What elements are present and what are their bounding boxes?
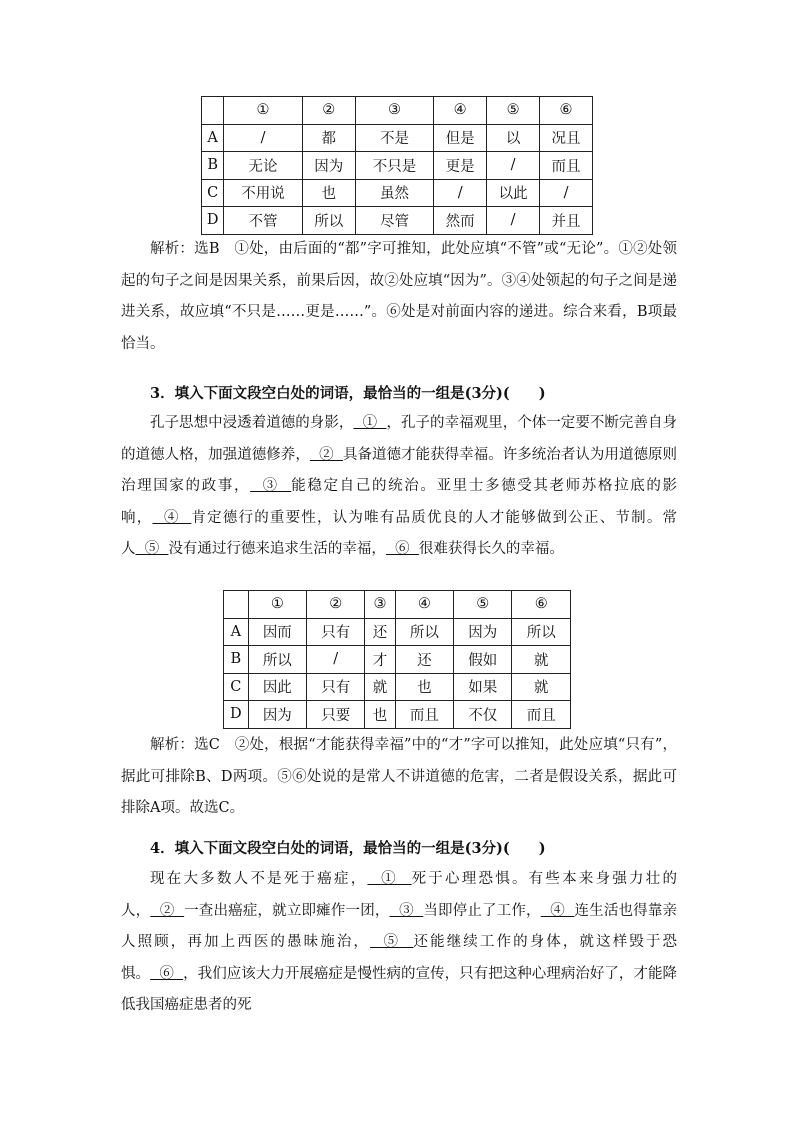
table-cell: 不管 [224, 207, 303, 235]
fill-blank: ③ [389, 902, 424, 919]
passage-text: 连生活也得靠亲人照顾，再加上西医的愚昧施治， [121, 902, 678, 950]
table-cell: 因而 [248, 618, 306, 646]
table-cell: / [434, 179, 487, 207]
table-cell: ③ [355, 97, 434, 125]
table-cell: C [202, 179, 224, 207]
table-row [202, 207, 593, 235]
table-cell: ⑥ [512, 591, 571, 619]
passage-text: 死于心理恐惧。有些本来身强力壮的人， [121, 871, 678, 919]
table-row [202, 124, 593, 152]
table-cell: ② [307, 591, 365, 619]
table-cell: ① [248, 591, 306, 619]
table-cell: ⑤ [487, 97, 540, 125]
table-cell: 然而 [434, 207, 487, 235]
table-header-row [202, 97, 593, 125]
table-cell: 也 [395, 673, 453, 701]
passage-text: ，孔子的幸福观里，个体一定要不断完善自身的道德人格，加强道德修养， [121, 415, 677, 463]
fill-blank: ⑥ [385, 541, 419, 557]
table-cell: 都 [302, 124, 355, 152]
passage-text: 能稳定自己的统治。亚里士多德受其老师苏格拉底的影响， [121, 478, 677, 526]
table-cell: 更是 [434, 152, 487, 180]
table-cell: ① [224, 97, 303, 125]
table-row [224, 646, 571, 674]
table-cell: 但是 [434, 124, 487, 152]
question-3-title: 3．填入下面文段空白处的词语，最恰当的一组是(3分)( ) [150, 385, 546, 402]
table-cell: A [224, 618, 249, 646]
table-cell: 尽管 [355, 207, 434, 235]
table-cell: / [487, 152, 540, 180]
fill-blank: ③ [250, 478, 292, 494]
table-cell: 也 [302, 179, 355, 207]
table-cell: D [224, 701, 249, 729]
passage-text: 当即停止了工作， [423, 902, 541, 919]
passage-text: 现在大多数人不是死于癌症， [150, 871, 368, 887]
table-cell: B [224, 646, 249, 674]
table-cell: 所以 [512, 618, 571, 646]
table-cell [202, 97, 224, 125]
table-cell: 所以 [248, 646, 306, 674]
table-cell: 就 [512, 646, 571, 674]
table-cell: ④ [395, 591, 453, 619]
question-4-passage [121, 864, 677, 1022]
table-cell: A [202, 124, 224, 152]
table-cell: 因此 [248, 673, 306, 701]
table-cell: 只有 [307, 673, 365, 701]
table-cell: ⑥ [540, 97, 593, 125]
analysis-q3: 解析：选C ②处，根据“才能获得幸福”中的“才”字可以推知，此处应填“只有”，据此可排除B、D两项。⑤⑥处说的是常人不讲道德的危害，二者是假设关系，据此可排除A项。故选C。 [121, 737, 677, 816]
table-cell: 并且 [540, 207, 593, 235]
table-cell: ⑤ [454, 591, 512, 619]
table-cell: 因为 [248, 701, 306, 729]
table-cell: 还 [395, 646, 453, 674]
table-row [224, 618, 571, 646]
table-cell: ④ [434, 97, 487, 125]
table-cell: 不用说 [224, 179, 303, 207]
table-cell: 假如 [454, 646, 512, 674]
table-cell: 所以 [395, 618, 453, 646]
table-cell: / [540, 179, 593, 207]
table-cell: ② [302, 97, 355, 125]
table-cell: 还 [365, 618, 395, 646]
fill-blank: ② [309, 446, 343, 463]
table-cell: 如果 [454, 673, 512, 701]
fill-blank: ④ [152, 509, 192, 526]
table-cell: 而且 [512, 701, 571, 729]
table-cell: 以此 [487, 179, 540, 207]
table-cell: 而且 [540, 152, 593, 180]
fill-blank: ① [367, 871, 412, 887]
table-cell: 以 [487, 124, 540, 152]
question-3-passage [121, 408, 677, 566]
table-cell: 只有 [307, 618, 365, 646]
passage-text: ，我们应该大力开展癌症是慢性病的宣传，只有把这种心理病治好了，才能降低我国癌症患者的死 [121, 965, 678, 1013]
fill-blank: ② [150, 902, 185, 919]
table-row [202, 179, 593, 207]
table-cell: 无论 [224, 152, 303, 180]
fill-blank: ⑤ [135, 541, 169, 557]
table-cell: 就 [365, 673, 395, 701]
table-cell: 不是 [355, 124, 434, 152]
passage-text: 具备道德才能获得幸福。许多统治者认为用道德原则治理国家的政事， [121, 446, 678, 494]
analysis-q2: 解析：选B ①处，由后面的“都”字可推知，此处应填“不管”或“无论”。①②处领起的句子之间是因果关系，前果后因，故②处应填“因为”。③④处领起的句子之间是递进关系，故应填“不只是……更是……”。⑥处是对前面内容的递进。综合来看，B项最恰当。 [121, 241, 677, 352]
table-cell: 虽然 [355, 179, 434, 207]
fill-blank: ④ [540, 902, 575, 919]
table-cell: D [202, 207, 224, 235]
passage-text: 孔子思想中浸透着道德的身影， [150, 415, 354, 431]
table-row [202, 152, 593, 180]
passage-text: 一查出癌症，就立即瘫作一团， [184, 902, 390, 919]
table-cell: 所以 [302, 207, 355, 235]
passage-text: 没有通过行德来追求生活的幸福， [168, 541, 386, 557]
table-cell: 而且 [395, 701, 453, 729]
fill-blank: ① [353, 415, 387, 431]
options-table-q2 [201, 96, 593, 235]
table-cell: / [224, 124, 303, 152]
table-cell: 因为 [302, 152, 355, 180]
table-cell: B [202, 152, 224, 180]
table-row [224, 673, 571, 701]
table-cell: 因为 [454, 618, 512, 646]
table-cell: 只要 [307, 701, 365, 729]
table-cell: 才 [365, 646, 395, 674]
fill-blank: ⑤ [370, 934, 414, 950]
question-4-title: 4．填入下面文段空白处的词语，最恰当的一组是(3分)( ) [150, 840, 546, 857]
table-cell: / [487, 207, 540, 235]
passage-text: 很难获得长久的幸福。 [418, 541, 564, 557]
table-cell [224, 591, 249, 619]
table-cell: 况且 [540, 124, 593, 152]
table-header-row [224, 591, 571, 619]
fill-blank: ⑥ [150, 965, 184, 982]
table-cell: ③ [365, 591, 395, 619]
table-cell: 就 [512, 673, 571, 701]
passage-text: 还能继续工作的身体，就这样毁于恐惧。 [121, 934, 678, 982]
table-cell: 也 [365, 701, 395, 729]
table-row [224, 701, 571, 729]
table-cell: 不仅 [454, 701, 512, 729]
table-cell: / [307, 646, 365, 674]
table-cell: C [224, 673, 249, 701]
table-cell: 不只是 [355, 152, 434, 180]
passage-text: 肯定德行的重要性，认为唯有品质优良的人才能够做到公正、节制。常人 [121, 509, 678, 557]
options-table-q3 [223, 590, 571, 729]
